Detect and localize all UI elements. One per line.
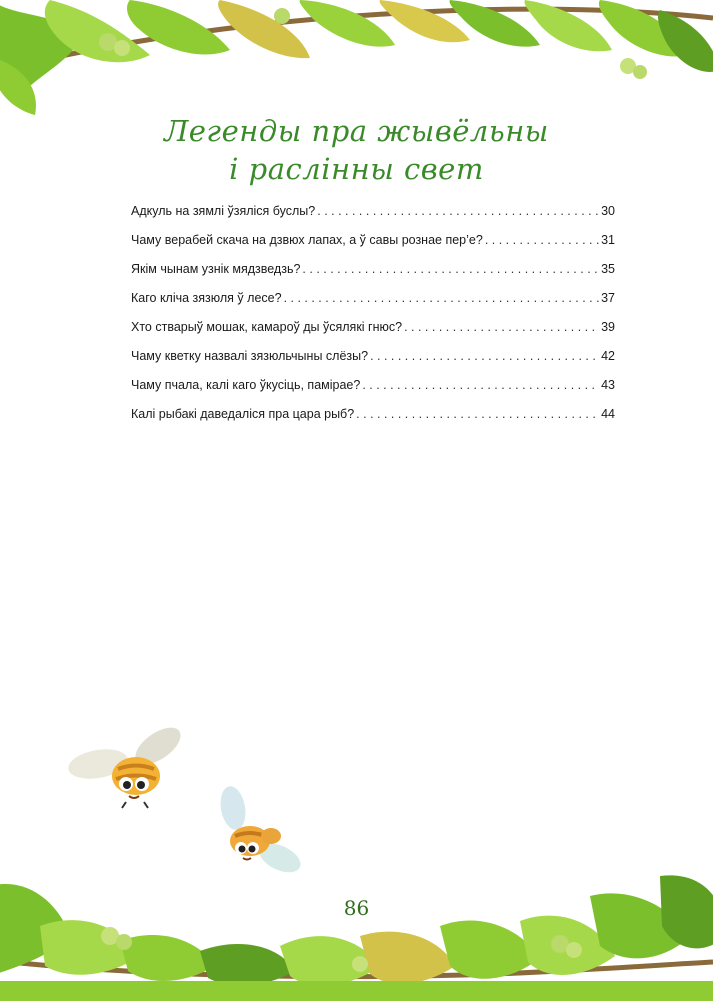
toc-entry-page: 39 xyxy=(601,320,615,334)
toc-entry[interactable] xyxy=(131,204,615,233)
toc-leader-dots xyxy=(284,291,600,305)
toc-entry-page: 44 xyxy=(601,407,615,421)
toc-leader-dots xyxy=(485,233,599,247)
toc-entry-title: Чаму пчала, калі каго ўкусіць, паміраe? xyxy=(131,378,361,392)
toc-entry-title: Чаму кветку назвалі зязюльчыны слёзы? xyxy=(131,349,369,363)
oak-leaf-border-top xyxy=(0,0,713,120)
toc-entry-title: Чаму верабей скача на дзвюх лапах, а ў савы рознае пер’е? xyxy=(131,233,483,247)
toc-entry-page: 35 xyxy=(601,262,615,276)
toc-entry-title: Хто стварыў мошак, камароў ды ўсялякі гнюс? xyxy=(131,320,403,334)
toc-entry-page: 43 xyxy=(601,378,615,392)
page-number: 86 xyxy=(343,896,370,920)
toc-entry-page: 31 xyxy=(601,233,615,247)
toc-entry-page: 30 xyxy=(601,204,615,218)
table-of-contents xyxy=(131,204,615,436)
section-title-line-2: і раслінны свет xyxy=(229,152,484,186)
toc-entry[interactable] xyxy=(131,378,615,407)
toc-entry-title: Якім чынам узнік мядзведзь? xyxy=(131,262,301,276)
section-title xyxy=(0,112,713,188)
oak-leaf-border-bottom xyxy=(0,866,713,1001)
toc-leader-dots xyxy=(356,407,599,421)
toc-entry[interactable] xyxy=(131,262,615,291)
bee-icon xyxy=(66,724,191,809)
toc-entry-page: 42 xyxy=(601,349,615,363)
toc-entry[interactable] xyxy=(131,233,615,262)
toc-leader-dots xyxy=(404,320,599,334)
toc-entry-page: 37 xyxy=(601,291,615,305)
toc-entry[interactable] xyxy=(131,291,615,320)
toc-entry-title: Адкуль на зямлі ўзяліся буслы? xyxy=(131,204,316,218)
section-title-line-1: Легенды пра жывёльны xyxy=(164,114,549,148)
toc-entry[interactable] xyxy=(131,320,615,349)
toc-leader-dots xyxy=(317,204,599,218)
toc-entry[interactable] xyxy=(131,349,615,378)
toc-entry-title: Калі рыбакі даведаліся пра цара рыб? xyxy=(131,407,355,421)
toc-leader-dots xyxy=(370,349,599,363)
toc-leader-dots xyxy=(362,378,599,392)
toc-entry-title: Каго кліча зязюля ў лесе? xyxy=(131,291,282,305)
toc-entry[interactable] xyxy=(131,407,615,436)
toc-leader-dots xyxy=(302,262,599,276)
